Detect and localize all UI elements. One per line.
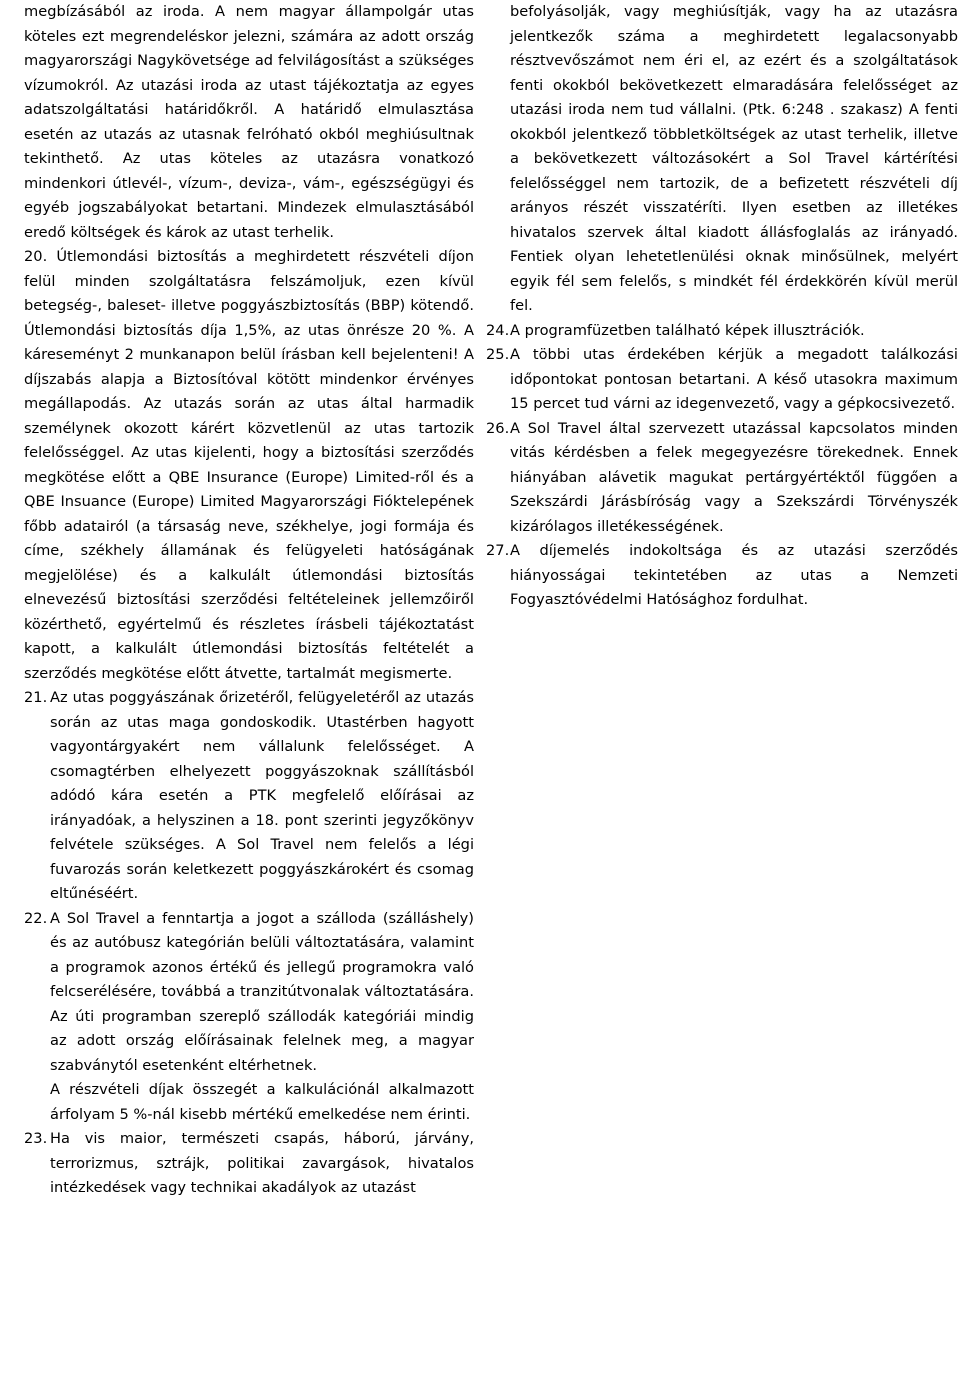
clause-20 <box>24 245 474 686</box>
clause-number: 26. <box>486 419 510 437</box>
clause-number: 21. <box>24 689 48 706</box>
right-column <box>486 0 958 613</box>
clause-25 <box>486 343 958 417</box>
clause-number: 23. <box>24 1130 48 1147</box>
clause-number: 24. <box>486 321 510 339</box>
clause-24 <box>486 319 958 344</box>
clause-23 <box>24 1127 474 1201</box>
continued-paragraph: megbízásából az iroda. A nem magyar állampolgár utas köteles ezt megrendeléskor jelezni, számára az adott ország magyarországi Nagykövetsége ad felvilágosítást a szükséges vízumokról. Az utazási iroda az utast tájékoztatja az egyes adatszolgáltatási határidőkről. A határidő elmulasztása esetén az utazás az utasnak felróható okból meghiúsultnak tekinthető. Az utas köteles az utazásra vonatkozó mindenkori útlevél-, vízum-, deviza-, vám-, egészségügyi és egyéb jogszabályokat betartani. Mindezek elmulasztásából eredő költségek és károk az utast terhelik. <box>24 3 474 241</box>
clause-text: Ha vis maior, természeti csapás, háború, járvány, terrorizmus, sztrájk, politikai zavargások, hivatalos intézkedések vagy technikai akadályok az utazást <box>50 1130 474 1196</box>
clause-22 <box>24 907 474 1128</box>
clause-27 <box>486 539 958 613</box>
clause-26 <box>486 417 958 540</box>
clause-number: 27. <box>486 542 510 559</box>
continued-paragraph: befolyásolják, vagy meghiúsítják, vagy ha az utazásra jelentkezők száma a meghirdetett legalacsonyabb résztvevőszámot nem éri el, az ezért és a szolgáltatások fenti okokból bekövetkezett elmaradására felelősséget az utazási iroda nem tud vállalni. (Ptk. 6:248 . szakasz) A fenti okokból jelentkező többletköltségek az utast terhelik, illetve a bekövetkezett változásokért a Sol Travel kártérítési felelősséggel nem tartozik, de a befizetett részvételi díj arányos részét visszatéríti. Ilyen esetben az illetékes hivatalos szervek által kiadott állásfoglalás az irányadó. Fentiek olyan lehetetlenülési oknak minősülnek, melyért egyik fél sem felelős, s mindkét fél érdekkörén kívül merül fel. <box>510 3 958 314</box>
clause-text: A díjemelés indokoltsága és az utazási szerződés hiányosságai tekintetében az utas a Nemzeti Fogyasztóvédelmi Hatósághoz fordulhat. <box>510 542 958 608</box>
clause-text: A programfüzetben található képek illusztrációk. <box>510 321 865 339</box>
clause-number: 22. <box>24 909 48 927</box>
clause-21 <box>24 686 474 907</box>
left-column <box>24 0 474 1201</box>
clause-text: A többi utas érdekében kérjük a megadott találkozási időpontokat pontosan betartani. A késő utasokra maximum 15 percet tud várni az idegenvezető, vagy a gépkocsivezető. <box>510 346 958 412</box>
clause-text-extra: A részvételi díjak összegét a kalkulációnál alkalmazott árfolyam 5 %-nál kisebb mértékű emelkedése nem érinti. <box>50 1081 474 1123</box>
clause-number: 25. <box>486 346 510 363</box>
clause-text: Útlemondási biztosítás a meghirdetett részvételi díjon felül minden szolgáltatásra felszámoljuk, ezen kívül betegség-, baleset- illetve poggyászbiztosítás (BBP) kötendő. Útlemondási biztosítás díja 1,5%, az utas önrésze 20 %. A káreseményt 2 munkanapon belül írásban kell bejelenteni! A díjszabás alapja a Biztosítóval kötött mindenkor érvényes megállapodás. Az utazás során az utas által harmadik személynek okozott kárért közvetlenül az utas tartozik felelősséggel. Az utas kijelenti, hogy a biztosítási szerződés megkötése előtt a QBE Insurance (Europe) Limited-ről és a QBE Insuance (Europe) Limited Magyarországi Fióktelepének főbb adatairól (a társaság neve, székhelye, jogi formája és címe, székhely államának és felügyeleti hatóságának megjelölése) és a kalkulált útlemondási biztosítás elnevezésű biztosítási szerződési feltételeinek jellemzőiről közérthető, egyértelmű és részletes írásbeli tájékoztatást kapott, a kalkulált útlemondási biztosítás feltételét a szerződés megkötése előtt átvette, tartalmát megismerte. <box>24 248 474 682</box>
clause-text: A Sol Travel által szervezett utazással kapcsolatos minden vitás kérdésben a felek megegyezésre törekednek. Ennek hiányában alávetik magukat pertárgyértéktől függően a Szekszárdi Járásbíróság vagy a Szekszárdi Törvényszék kizárólagos illetékességének. <box>510 419 958 535</box>
clause-text: Az utas poggyászának őrizetéről, felügyeletéről az utazás során az utas maga gondoskodik. Utastérben hagyott vagyontárgyakért nem vállalunk felelősséget. A csomagtérben elhelyezett poggyászoknak szállításból adódó kára esetén a PTK megfelelő előírásai az irányadóak, a helyszinen a 18. pont szerinti jegyzőkönyv felvétele szükséges. A Sol Travel nem felelős a légi fuvarozás során keletkezett poggyászkárokért és csomag eltűnéséért. <box>50 689 474 902</box>
clause-text: A Sol Travel a fenntartja a jogot a szálloda (szálláshely) és az autóbusz kategórián belüli változtatására, valamint a programok azonos értékű és jellegű programokra való felcserélésére, továbbá a tranzitútvonalak változtatására. Az úti programban szereplő szállodák kategóriái mindig az adott ország előírásainak felelnek meg, a magyar szabványtól esetenként eltérhetnek. <box>50 909 474 1074</box>
clause-number: 20. <box>24 248 48 265</box>
